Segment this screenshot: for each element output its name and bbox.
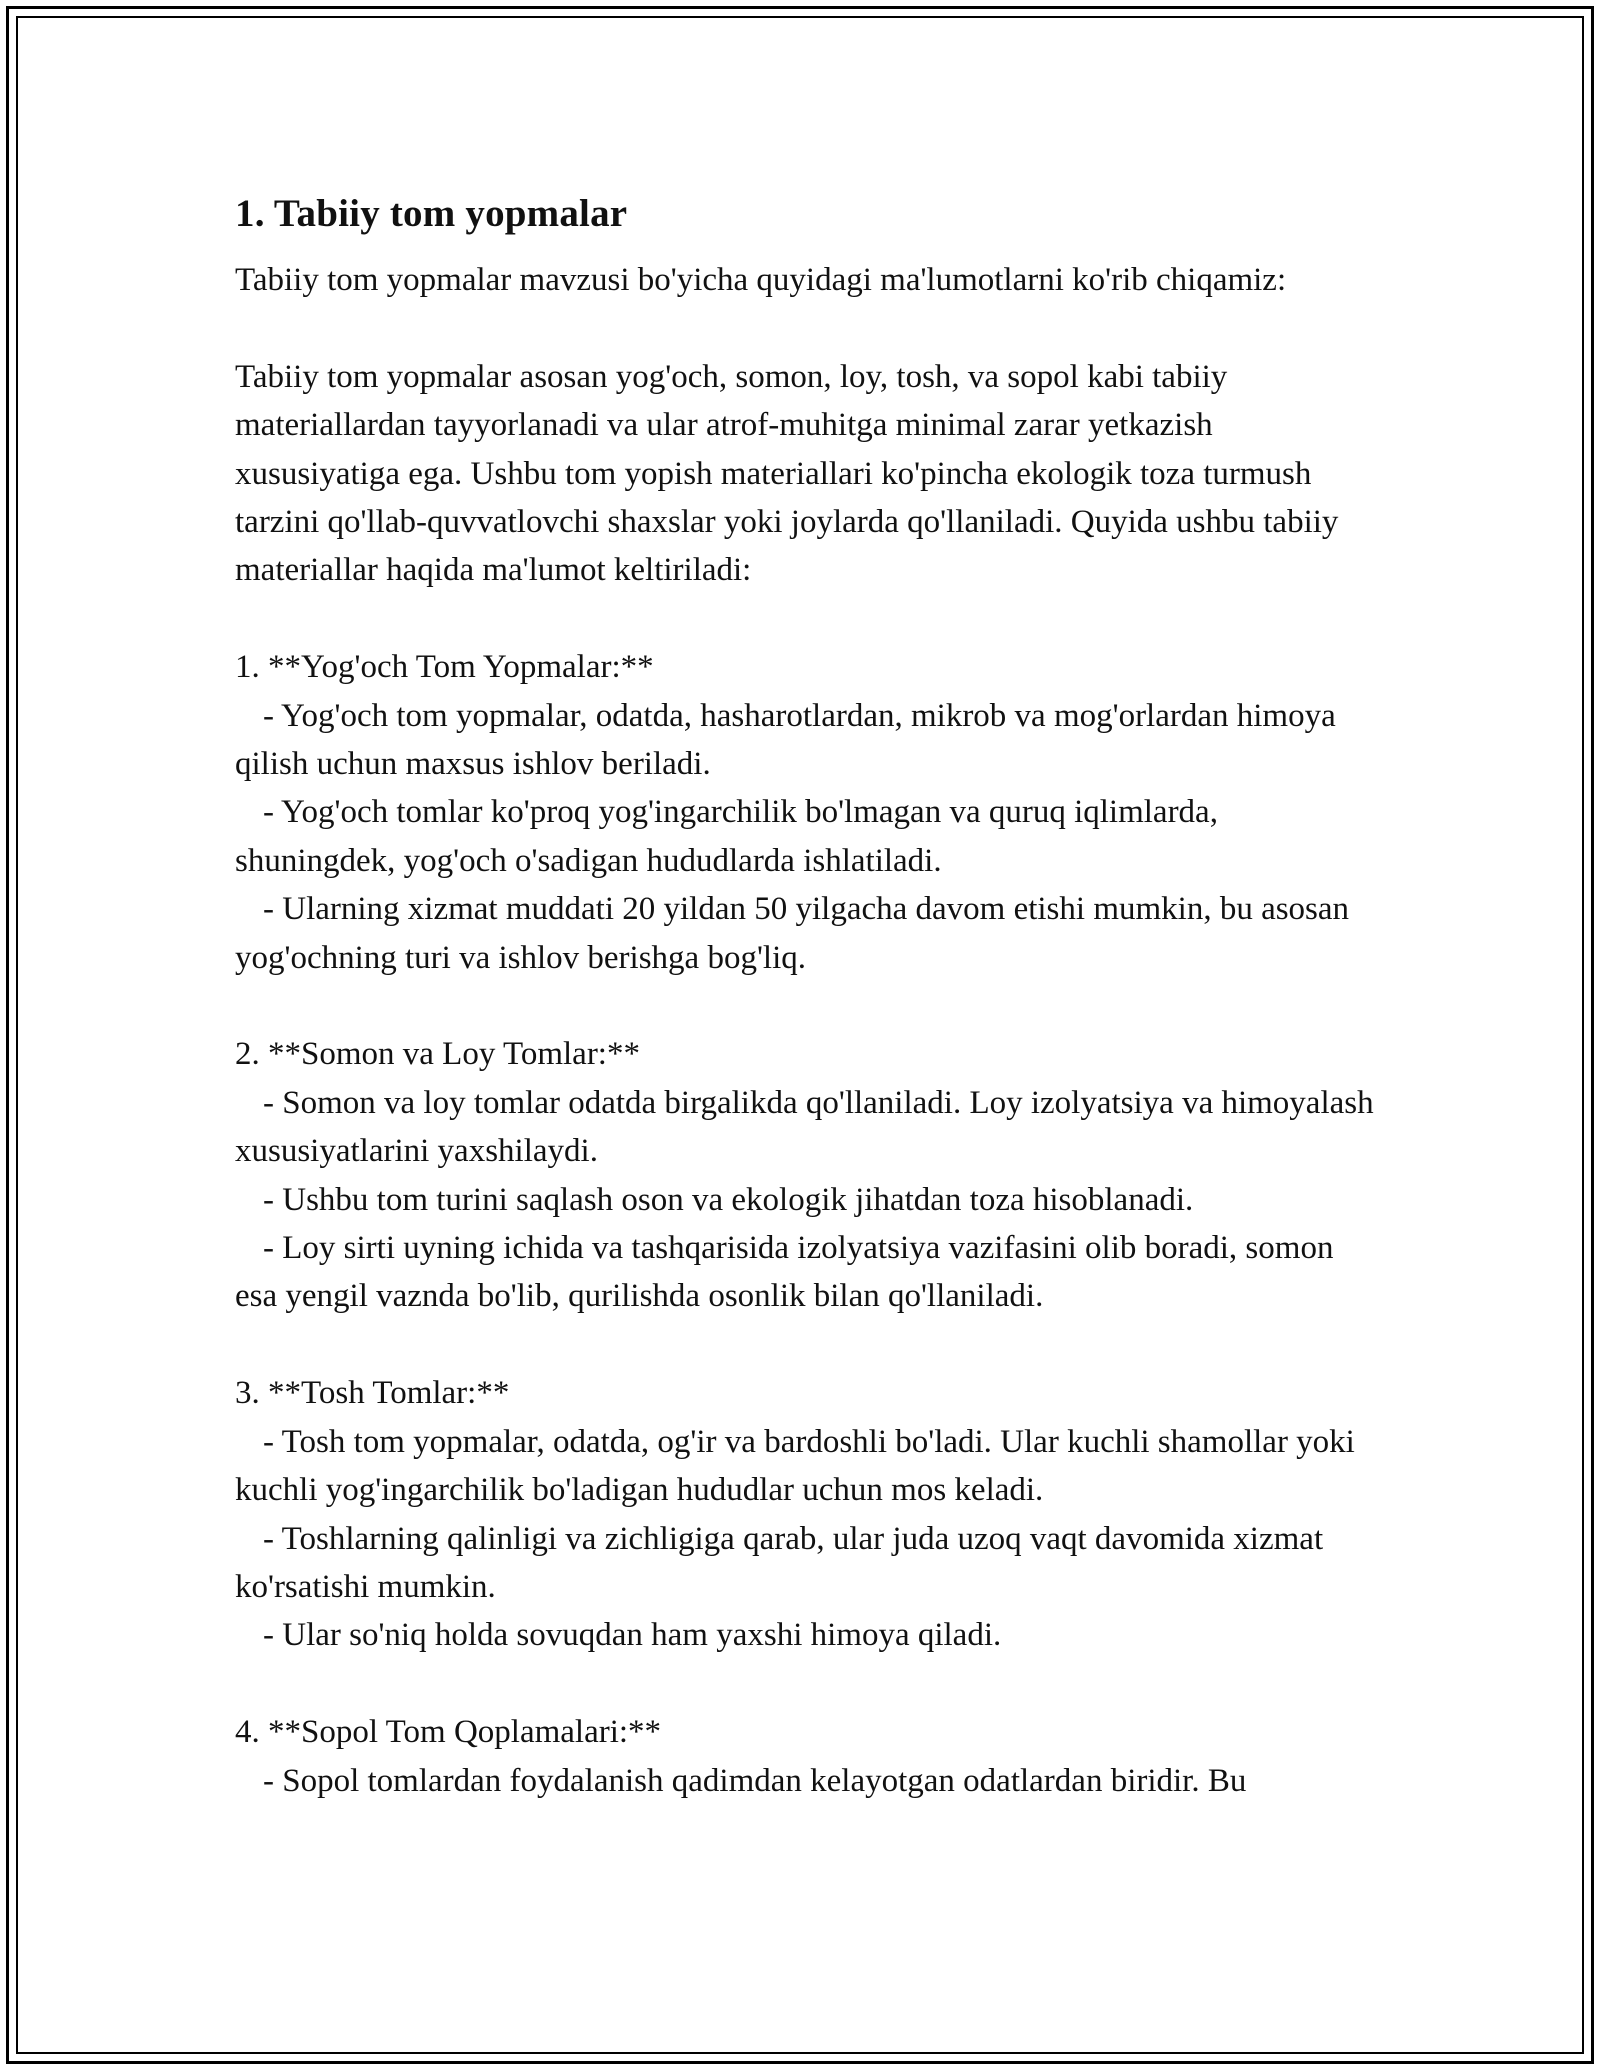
- intro-paragraph-2: Tabiiy tom yopmalar asosan yog'och, somon, loy, tosh, va sopol kabi tabiiy materiallardan tayyorlanadi va ular atrof-muhitga minimal zarar yetkazish xususiyatiga ega. Ushbu tom yopish materiallari ko'pincha ekologik toza turmush tarzini qo'llab-quvvatlovchi shaxslar yoki joylarda qo'llaniladi. Quyida ushbu tabiiy materiallar haqida ma'lumot keltiriladi:: [235, 358, 1339, 589]
- bullet-item: - Somon va loy tomlar odatda birgalikda qo'llaniladi. Loy izolyatsiya va himoyalash xususiyatlarini yaxshilaydi.: [235, 1084, 1374, 1170]
- section-ceramic-roofs: [235, 1708, 1375, 1805]
- bullet-item: - Yog'och tomlar ko'proq yog'ingarchilik bo'lmagan va quruq iqlimlarda, shuningdek, yog'och o'sadigan hududlarda ishlatiladi.: [235, 794, 1218, 879]
- section-straw-clay-roofs: [235, 1030, 1375, 1320]
- bullet-item: - Tosh tom yopmalar, odatda, og'ir va bardoshli bo'ladi. Ular kuchli shamollar yoki kuchli yog'ingarchilik bo'ladigan hududlar uchun mos keladi.: [235, 1423, 1355, 1509]
- section-title: 4. **Sopol Tom Qoplamalari:**: [235, 1714, 662, 1751]
- bullet-item: - Yog'och tom yopmalar, odatda, hasharotlardan, mikrob va mog'orlardan himoya qilish uchun maxsus ishlov beriladi.: [235, 697, 1336, 783]
- bullet-item: - Ularning xizmat muddati 20 yildan 50 yilgacha davom etishi mumkin, bu asosan yog'ochning turi va ishlov berishga bog'liq.: [235, 891, 1350, 976]
- section-stone-roofs: [235, 1369, 1375, 1659]
- paragraph-gap: [235, 982, 1375, 1030]
- section-title: 3. **Tosh Tomlar:**: [235, 1375, 510, 1412]
- document-heading: 1. Tabiiy tom yopmalar: [235, 192, 628, 235]
- paragraph-gap: [235, 1660, 1375, 1708]
- section-wood-roofs: [235, 643, 1375, 982]
- paragraph-gap: [235, 1321, 1375, 1369]
- bullet-item: - Ushbu tom turini saqlash oson va ekologik jihatdan toza hisoblanadi.: [263, 1181, 1194, 1218]
- section-title: 1. **Yog'och Tom Yopmalar:**: [235, 649, 654, 686]
- bullet-item: - Loy sirti uyning ichida va tashqarisida izolyatsiya vazifasini olib boradi, somon esa yengil vaznda bo'lib, qurilishda osonlik bilan qo'llaniladi.: [235, 1230, 1334, 1315]
- bullet-item: - Toshlarning qalinligi va zichligiga qarab, ular juda uzoq vaqt davomida xizmat ko'rsatishi mumkin.: [235, 1520, 1324, 1605]
- intro-paragraph-1: Tabiiy tom yopmalar mavzusi bo'yicha quyidagi ma'lumotlarni ko'rib chiqamiz:: [235, 262, 1287, 298]
- section-title: 2. **Somon va Loy Tomlar:**: [235, 1036, 640, 1073]
- bullet-item: - Sopol tomlardan foydalanish qadimdan kelayotgan odatlardan biridir. Bu: [263, 1762, 1247, 1799]
- paragraph-gap: [235, 595, 1375, 643]
- document-body: [235, 256, 1375, 1805]
- bullet-item: - Ular so'niq holda sovuqdan ham yaxshi himoya qiladi.: [263, 1617, 1002, 1654]
- paragraph-gap: [235, 304, 1375, 352]
- document-content: [235, 186, 1375, 1805]
